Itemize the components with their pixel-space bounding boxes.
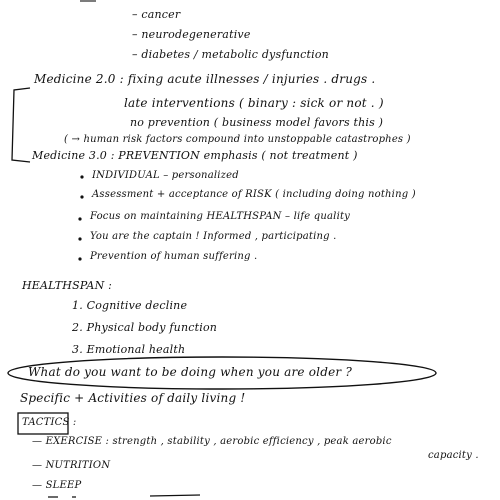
bullet-dot	[78, 217, 81, 220]
tactics-exercise: — EXERCISE : strength , stability , aerobic efficiency , peak aerobic	[32, 436, 392, 447]
tactics-sleep: — SLEEP	[32, 480, 82, 491]
tactics-exercise-continued: capacity .	[428, 450, 479, 461]
medicine-3-bullet: You are the captain ! Informed , participating .	[90, 231, 337, 242]
bottom-partial-stroke	[48, 495, 200, 497]
disease-item-cancer: – cancer	[132, 8, 181, 21]
bullet-dot	[80, 175, 83, 178]
disease-item-diabetes: – diabetes / metabolic dysfunction	[132, 48, 329, 61]
left-bracket	[12, 88, 30, 162]
tactics-heading: TACTICS :	[22, 417, 77, 428]
medicine-3-bullet: Assessment + acceptance of RISK ( including doing nothing )	[92, 189, 416, 200]
medicine-3-bullet: Focus on maintaining HEALTHSPAN – life quality	[90, 211, 351, 222]
healthspan-heading: HEALTHSPAN :	[22, 279, 113, 292]
specific-note: Specific + Activities of daily living !	[20, 391, 246, 405]
medicine-3-bullet: Prevention of human suffering .	[90, 251, 258, 262]
healthspan-item: 1. Cognitive decline	[72, 299, 188, 312]
disease-item-neuro: – neurodegenerative	[132, 28, 251, 41]
healthspan-item: 3. Emotional health	[72, 343, 186, 356]
healthspan-item: 2. Physical body function	[72, 321, 218, 334]
circled-question: What do you want to be doing when you are older ?	[28, 365, 352, 379]
tactics-nutrition: — NUTRITION	[32, 460, 111, 471]
bullet-dot	[80, 195, 83, 198]
bullet-dot	[78, 237, 81, 240]
medicine-2-line-1: late interventions ( binary : sick or not . )	[124, 96, 384, 110]
medicine-2-heading: Medicine 2.0 : fixing acute illnesses / injuries . drugs .	[34, 72, 376, 86]
medicine-3-bullet: INDIVIDUAL – personalized	[92, 170, 239, 181]
medicine-2-line-3: ( → human risk factors compound into unstoppable catastrophes )	[64, 134, 411, 145]
medicine-2-line-2: no prevention ( business model favors this )	[130, 116, 384, 129]
bullet-dot	[78, 257, 81, 260]
medicine-3-heading: Medicine 3.0 : PREVENTION emphasis ( not treatment )	[32, 149, 358, 162]
